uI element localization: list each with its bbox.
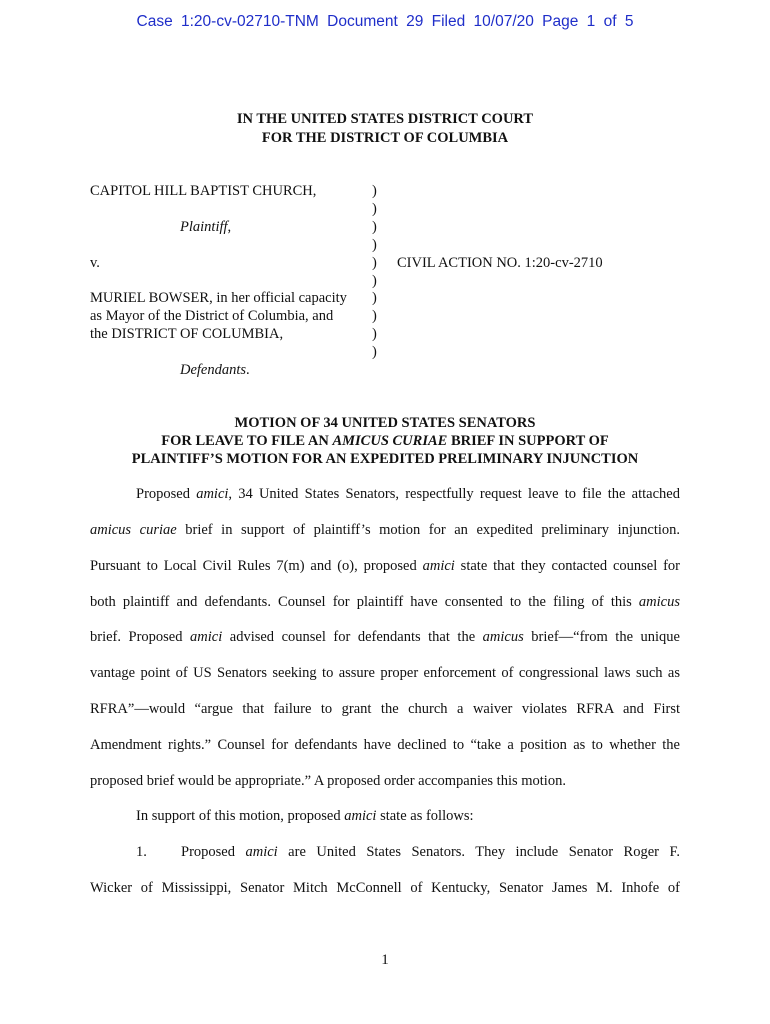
caption-paren: ) xyxy=(372,308,377,324)
caption-paren: ) xyxy=(372,219,377,235)
body-line: brief. Proposed amici advised counsel for defendants that the amicus brief—“from the unique xyxy=(90,629,680,645)
caption-paren: ) xyxy=(372,326,377,342)
caption-paren: ) xyxy=(372,290,377,306)
body-line: In support of this motion, proposed amici state as follows: xyxy=(136,808,474,824)
caption-paren: ) xyxy=(372,183,377,199)
page-number: 1 xyxy=(381,952,389,968)
civil-action-number: CIVIL ACTION NO. 1:20-cv-2710 xyxy=(397,255,603,271)
plaintiff-name: CAPITOL HILL BAPTIST CHURCH, xyxy=(90,183,317,199)
body-line: Pursuant to Local Civil Rules 7(m) and (o), proposed amici state that they contacted counsel for xyxy=(90,558,681,574)
body-line: RFRA”—would “argue that failure to grant the church a waiver violates RFRA and First xyxy=(90,701,680,717)
motion-title-line3: PLAINTIFF’S MOTION FOR AN EXPEDITED PRELIMINARY INJUNCTION xyxy=(131,451,639,467)
caption-paren: ) xyxy=(372,273,377,289)
defendant-line2: as Mayor of the District of Columbia, and xyxy=(90,308,334,324)
body-line: amicus curiae brief in support of plaintiff’s motion for an expedited preliminary injunction. xyxy=(90,522,681,538)
body-line: proposed brief would be appropriate.” A proposed order accompanies this motion. xyxy=(90,773,566,789)
motion-title-line1: MOTION OF 34 UNITED STATES SENATORS xyxy=(234,415,536,431)
body-line: both plaintiff and defendants. Counsel for plaintiff have consented to the filing of this amicus xyxy=(90,594,680,610)
caption-paren: ) xyxy=(372,237,377,253)
caption-paren: ) xyxy=(372,255,377,271)
body-line: Proposed amici, 34 United States Senators, respectfully request leave to file the attached xyxy=(136,486,680,502)
caption-paren: ) xyxy=(372,344,377,360)
body-line: Wicker of Mississippi, Senator Mitch McConnell of Kentucky, Senator James M. Inhofe of xyxy=(90,880,680,896)
court-title-line2: FOR THE DISTRICT OF COLUMBIA xyxy=(261,130,509,146)
plaintiff-role: Plaintiff, xyxy=(180,219,232,235)
case-header-stamp: Case 1:20-cv-02710-TNM Document 29 Filed 10/07/20 Page 1 of 5 xyxy=(136,13,634,30)
court-title-line1: IN THE UNITED STATES DISTRICT COURT xyxy=(236,111,534,127)
defendant-role: Defendants. xyxy=(180,362,250,378)
body-line: Amendment rights.” Counsel for defendants have declined to “take a position as to whether the xyxy=(90,737,680,753)
caption-paren: ) xyxy=(372,201,377,217)
versus: v. xyxy=(90,255,100,271)
body-line: vantage point of US Senators seeking to assure proper enforcement of congressional laws such as xyxy=(90,665,680,681)
item-number: 1. xyxy=(136,844,147,860)
motion-title-line2: FOR LEAVE TO FILE AN AMICUS CURIAE BRIEF IN SUPPORT OF xyxy=(161,433,609,449)
defendant-line1: MURIEL BOWSER, in her official capacity xyxy=(90,290,347,306)
body-line: Proposed amici are United States Senators. They include Senator Roger F. xyxy=(181,844,680,860)
defendant-line3: the DISTRICT OF COLUMBIA, xyxy=(90,326,284,342)
